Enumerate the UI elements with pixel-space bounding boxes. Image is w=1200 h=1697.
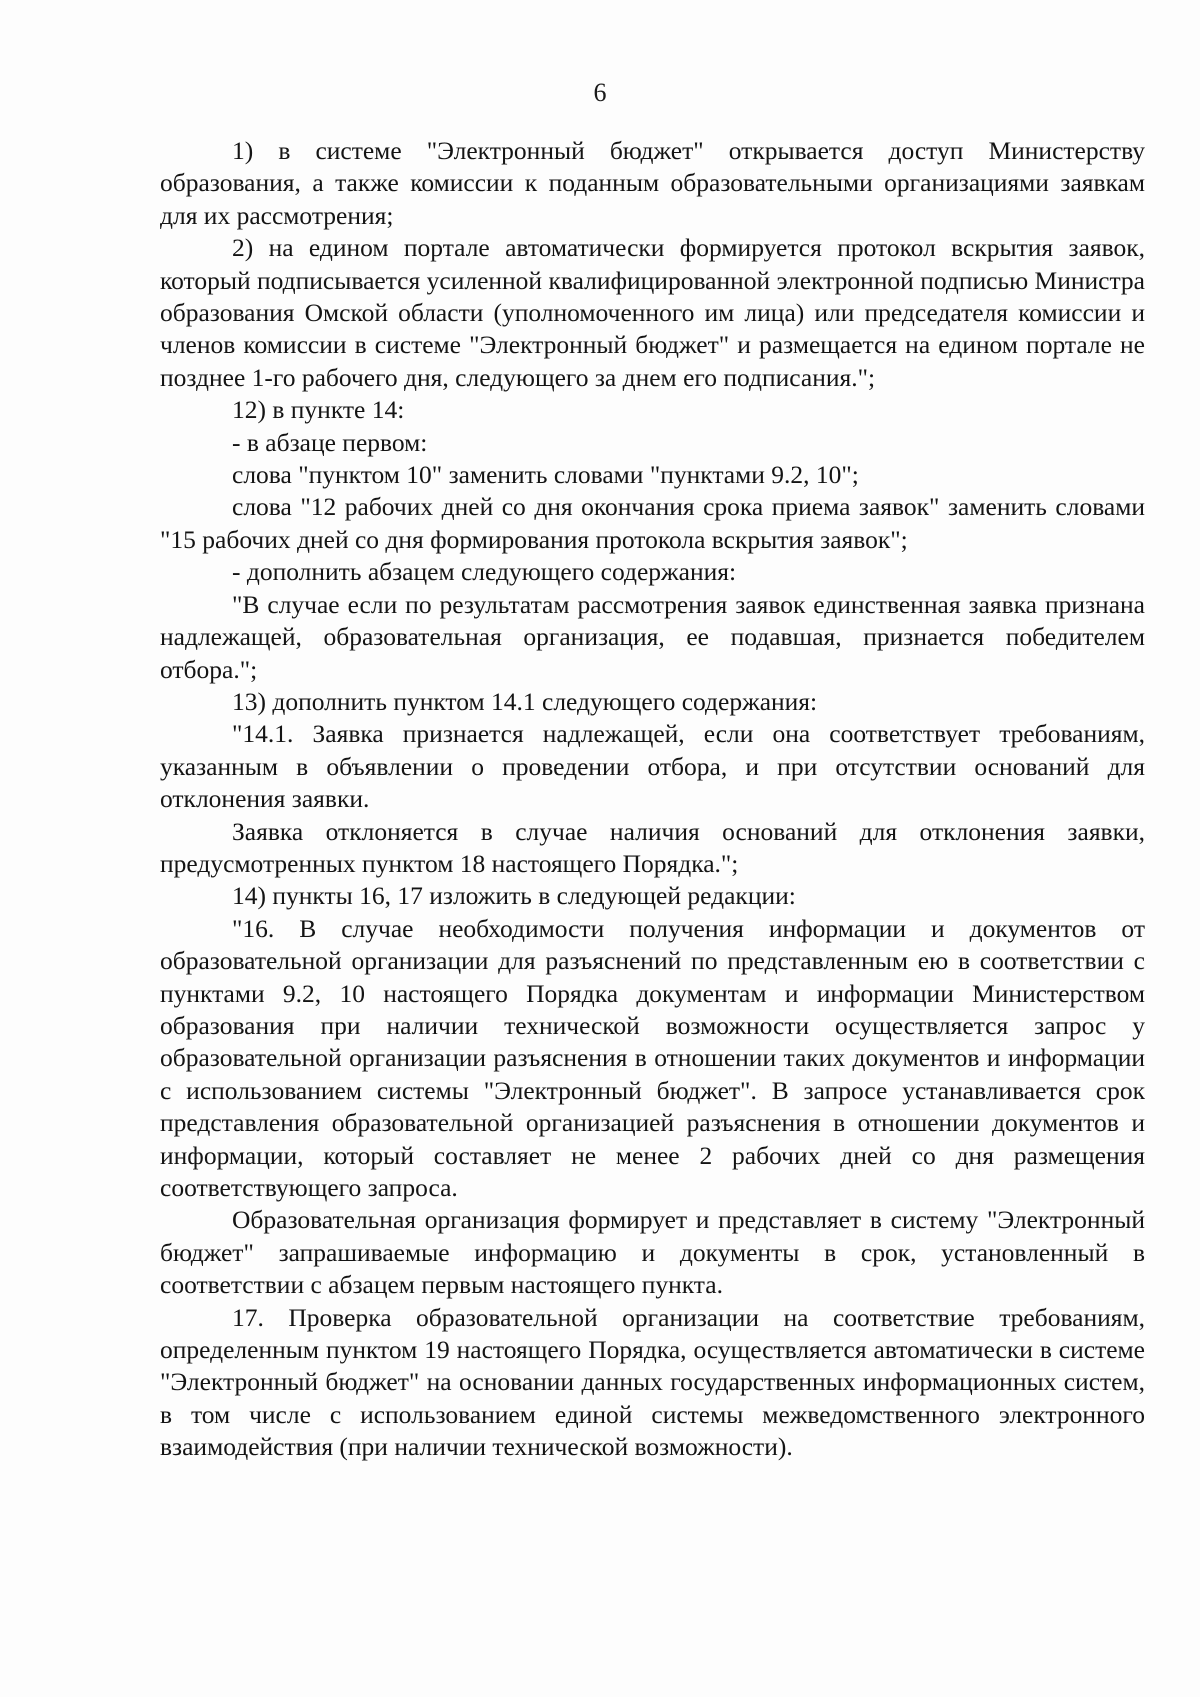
paragraph: 17. Проверка образовательной организации на соответствие требованиям, определенным пунктом 19 настоящего Порядка, осуществляется автоматически в системе "Электронный бюджет" на основании данных государственных информационных систем, в том числе с использованием единой системы межведомственного электронного взаимодействия (при наличии технической возможности). <box>160 1302 1145 1462</box>
paragraph: Заявка отклоняется в случае наличия оснований для отклонения заявки, предусмотренных пунктом 18 настоящего Порядка."; <box>160 816 1145 878</box>
document-body <box>160 135 1145 1464</box>
paragraph: "В случае если по результатам рассмотрения заявок единственная заявка признана надлежащей, образовательная организация, ее подавшая, признается победителем отбора."; <box>160 589 1145 684</box>
paragraph: "14.1. Заявка признается надлежащей, если она соответствует требованиям, указанным в объявлении о проведении отбора, и при отсутствии оснований для отклонения заявки. <box>160 719 1145 814</box>
paragraph: 2) на едином портале автоматически формируется протокол вскрытия заявок, который подписывается усиленной квалифицированной электронной подписью Министра образования Омской области (уполномоченного им лица) или председателя комиссии и членов комиссии в системе "Электронный бюджет" и размещается на едином портале не позднее 1-го рабочего дня, следующего за днем его подписания."; <box>160 233 1145 392</box>
paragraph: - дополнить абзацем следующего содержания: <box>232 557 737 587</box>
paragraph: слова "12 рабочих дней со дня окончания срока приема заявок" заменить словами "15 рабочих дней со дня формирования протокола вскрытия заявок"; <box>160 492 1145 554</box>
paragraph: Образовательная организация формирует и представляет в систему "Электронный бюджет" запрашиваемые информацию и документы в срок, установленный в соответствии с абзацем первым настоящего пункта. <box>160 1205 1145 1300</box>
paragraph: 14) пункты 16, 17 изложить в следующей редакции: <box>232 881 796 911</box>
page-number: 6 <box>593 78 607 107</box>
paragraph: 13) дополнить пунктом 14.1 следующего содержания: <box>232 686 818 716</box>
paragraph: 1) в системе "Электронный бюджет" открывается доступ Министерству образования, а также комиссии к поданным образовательными организациями заявкам для их рассмотрения; <box>160 136 1145 230</box>
paragraph: 12) в пункте 14: <box>232 395 405 425</box>
paragraph: слова "пунктом 10" заменить словами "пунктами 9.2, 10"; <box>232 460 859 490</box>
paragraph: - в абзаце первом: <box>232 427 428 457</box>
paragraph: "16. В случае необходимости получения информации и документов от образовательной организации для разъяснений по представленным ею в соответствии с пунктами 9.2, 10 настоящего Порядка документам и информации Министерством образования при наличии технической возможности осуществляется запрос у образовательной организации разъяснения в отношении таких документов и информации с использованием системы "Электронный бюджет". В запросе устанавливается срок представления образовательной организацией разъяснения в отношении документов и информации, который составляет не менее 2 рабочих дней со дня размещения соответствующего запроса. <box>160 913 1145 1202</box>
